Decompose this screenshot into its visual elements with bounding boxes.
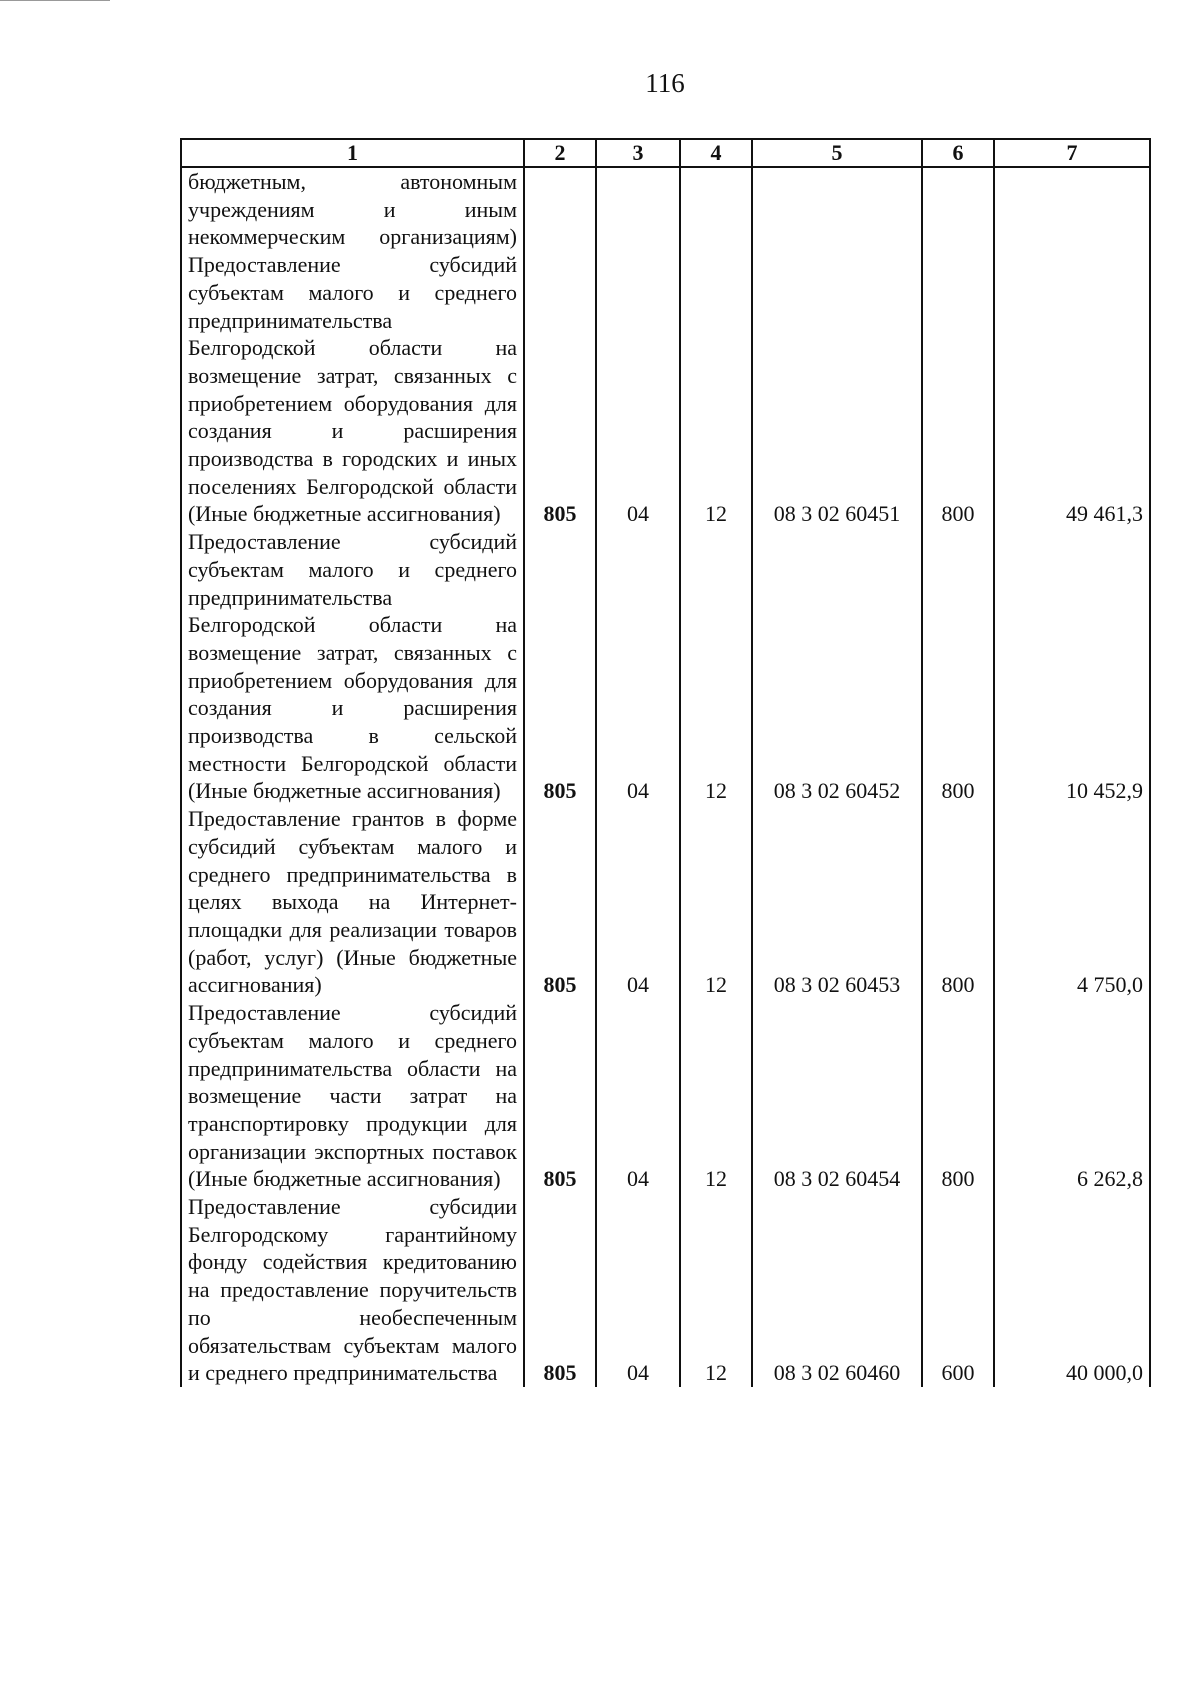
row-ministry-code: 805: [524, 805, 596, 999]
row-amount: 6 262,8: [994, 999, 1150, 1193]
header-col-1: 1: [181, 139, 524, 167]
row-amount: 49 461,3: [994, 251, 1150, 528]
row-target-article: 08 3 02 60451: [752, 251, 922, 528]
page-number: 116: [645, 68, 685, 98]
row-ministry-code: 805: [524, 251, 596, 528]
table-row: [181, 1193, 1150, 1387]
row-subsection: 12: [680, 251, 752, 528]
row-section: 04: [596, 805, 680, 999]
row-expense-type: 800: [922, 805, 994, 999]
table-row: [181, 528, 1150, 805]
row-target-article: 08 3 02 60452: [752, 528, 922, 805]
table-row: [181, 805, 1150, 999]
row-ministry-code: 805: [524, 999, 596, 1193]
table-row-continuation: [181, 167, 1150, 251]
row-section: 04: [596, 1193, 680, 1387]
row-description: Предоставление грантов в форме субсидий субъектам малого и среднего предпринимательства в целях выхода на Интернет-площадки для реализации товаров (работ, услуг) (Иные бюджетные ассигнования): [181, 805, 524, 999]
header-col-7: 7: [994, 139, 1150, 167]
header-col-4: 4: [680, 139, 752, 167]
row-target-article: 08 3 02 60460: [752, 1193, 922, 1387]
row-subsection: 12: [680, 999, 752, 1193]
row-description: Предоставление субсидий субъектам малого и среднего предпринимательства Белгородской области на возмещение затрат, связанных с приобретением оборудования для создания и расширения производства в сельской местности Белгородской области (Иные бюджетные ассигнования): [181, 528, 524, 805]
row-amount: 10 452,9: [994, 528, 1150, 805]
row-amount: 4 750,0: [994, 805, 1150, 999]
row-description: Предоставление субсидий субъектам малого и среднего предпринимательства области на возмещение части затрат на транспортировку продукции для организации экспортных поставок (Иные бюджетные ассигнования): [181, 999, 524, 1193]
row-section: 04: [596, 999, 680, 1193]
row-expense-type: 800: [922, 999, 994, 1193]
row-section: 04: [596, 251, 680, 528]
row-ministry-code: 805: [524, 528, 596, 805]
table-row: [181, 999, 1150, 1193]
row-section: 04: [596, 528, 680, 805]
row-target-article: 08 3 02 60454: [752, 999, 922, 1193]
row-subsection: 12: [680, 805, 752, 999]
row-amount: 40 000,0: [994, 1193, 1150, 1387]
row-expense-type: 800: [922, 251, 994, 528]
header-col-2: 2: [524, 139, 596, 167]
header-col-3: 3: [596, 139, 680, 167]
budget-table: [180, 138, 1151, 1387]
row-expense-type: 600: [922, 1193, 994, 1387]
row-description: Предоставление субсидий субъектам малого и среднего предпринимательства Белгородской области на возмещение затрат, связанных с приобретением оборудования для создания и расширения производства в городских и иных поселениях Белгородской области (Иные бюджетные ассигнования): [181, 251, 524, 528]
table-row: [181, 251, 1150, 528]
row-expense-type: 800: [922, 528, 994, 805]
row-description: Предоставление субсидии Белгородскому гарантийному фонду содействия кредитованию на предоставление поручительств по необеспеченным обязательствам субъектам малого и среднего предпринимательства: [181, 1193, 524, 1387]
continuation-description: бюджетным, автономным учреждениям и иным некоммерческим организациям): [181, 167, 524, 251]
row-ministry-code: 805: [524, 1193, 596, 1387]
header-col-6: 6: [922, 139, 994, 167]
header-col-5: 5: [752, 139, 922, 167]
scan-edge-mark: [0, 0, 110, 1]
row-subsection: 12: [680, 528, 752, 805]
row-target-article: 08 3 02 60453: [752, 805, 922, 999]
row-subsection: 12: [680, 1193, 752, 1387]
header-row: [181, 139, 1150, 167]
